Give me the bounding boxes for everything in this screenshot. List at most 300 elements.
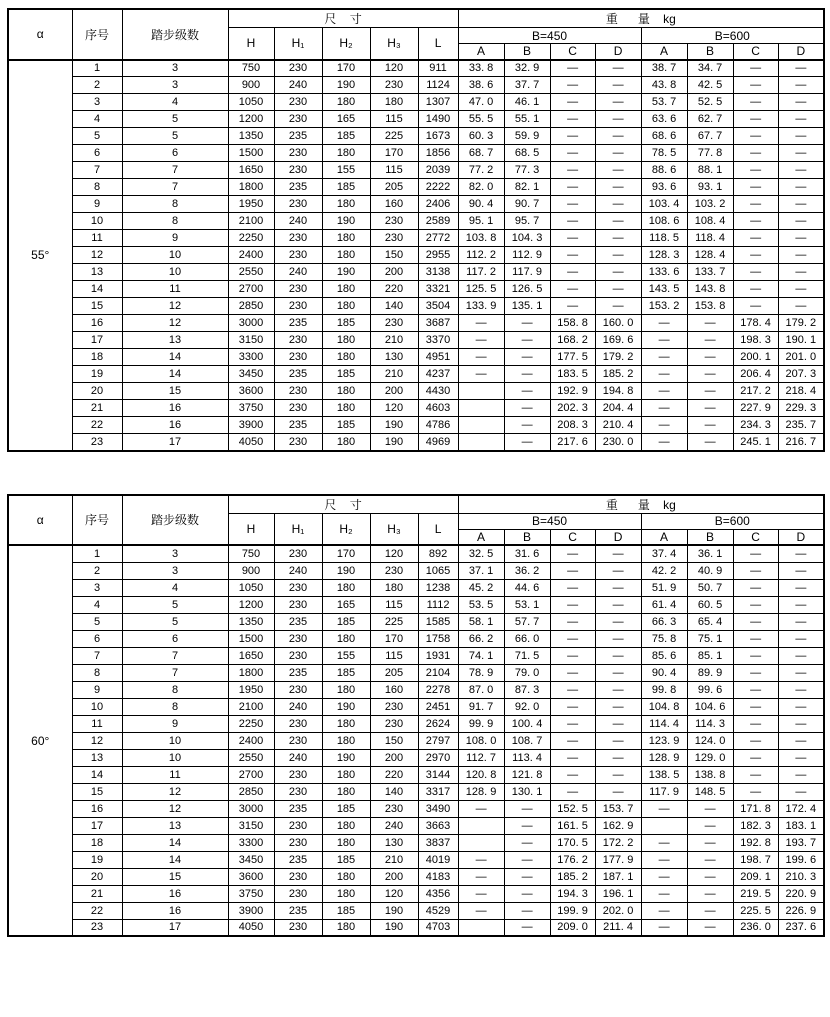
cell: — [458, 366, 504, 383]
cell: 1307 [418, 94, 458, 111]
cell: 90. 4 [641, 664, 687, 681]
cell: 1673 [418, 128, 458, 145]
cell: 10 [72, 213, 122, 230]
cell: 31. 6 [504, 545, 550, 562]
cell: — [550, 162, 595, 179]
cell: 230 [274, 834, 322, 851]
cell: 115 [370, 596, 418, 613]
header-l: L [418, 513, 458, 545]
cell: 235 [274, 902, 322, 919]
cell: 3321 [418, 281, 458, 298]
cell: 2700 [228, 281, 274, 298]
cell: 19 [72, 851, 122, 868]
table-row [8, 332, 824, 349]
cell: — [550, 77, 595, 94]
header-b450-b: B [504, 529, 550, 545]
cell: 12 [122, 298, 228, 315]
cell: 34. 7 [687, 60, 733, 77]
header-steps: 踏步级数 [122, 495, 228, 546]
cell: — [595, 562, 641, 579]
cell: — [595, 596, 641, 613]
cell: — [778, 60, 824, 77]
cell: — [595, 783, 641, 800]
cell: — [595, 145, 641, 162]
cell: 16 [122, 400, 228, 417]
cell: 200 [370, 264, 418, 281]
cell: 3600 [228, 383, 274, 400]
cell: — [550, 579, 595, 596]
cell: 170. 5 [550, 834, 595, 851]
table-row [8, 868, 824, 885]
cell: — [778, 281, 824, 298]
cell: 15 [122, 383, 228, 400]
cell: 46. 1 [504, 94, 550, 111]
cell: 229. 3 [778, 400, 824, 417]
table-row [8, 281, 824, 298]
cell: 240 [274, 698, 322, 715]
cell: 10 [122, 264, 228, 281]
cell: — [550, 60, 595, 77]
cell: — [778, 732, 824, 749]
cell: 210 [370, 851, 418, 868]
cell: 16 [72, 315, 122, 332]
cell: 11 [122, 281, 228, 298]
cell: 3663 [418, 817, 458, 834]
cell: 180 [322, 298, 370, 315]
cell: 120 [370, 885, 418, 902]
cell: 237. 6 [778, 919, 824, 936]
cell: 230 [274, 715, 322, 732]
cell: — [733, 111, 778, 128]
cell: 185 [322, 800, 370, 817]
cell: — [687, 834, 733, 851]
cell: 190 [322, 698, 370, 715]
cell: 6 [122, 630, 228, 647]
cell: 182. 3 [733, 817, 778, 834]
cell: — [504, 851, 550, 868]
cell: 180 [322, 230, 370, 247]
cell: 210. 4 [595, 417, 641, 434]
cell: 217. 2 [733, 383, 778, 400]
cell: 185 [322, 366, 370, 383]
header-b450-b: B [504, 44, 550, 60]
cell: 32. 9 [504, 60, 550, 77]
cell: 12 [122, 800, 228, 817]
cell: — [550, 698, 595, 715]
cell: — [778, 213, 824, 230]
cell: 2955 [418, 247, 458, 264]
alpha-value: 55° [8, 60, 72, 451]
cell: 2850 [228, 298, 274, 315]
cell: — [733, 145, 778, 162]
cell: 61. 4 [641, 596, 687, 613]
cell: — [687, 434, 733, 451]
cell: — [778, 545, 824, 562]
cell: — [778, 766, 824, 783]
header-h3: H₃ [370, 28, 418, 60]
header-dimensions: 尺 寸 [228, 9, 458, 28]
table-body-60deg [8, 545, 824, 936]
cell: — [778, 111, 824, 128]
cell: 153. 8 [687, 298, 733, 315]
cell: 193. 7 [778, 834, 824, 851]
cell: 66. 2 [458, 630, 504, 647]
cell: — [504, 434, 550, 451]
cell: 4703 [418, 919, 458, 936]
table-row [8, 213, 824, 230]
cell: 4237 [418, 366, 458, 383]
cell: 192. 9 [550, 383, 595, 400]
table-row [8, 800, 824, 817]
cell: 230 [274, 732, 322, 749]
cell: 4430 [418, 383, 458, 400]
cell: 112. 9 [504, 247, 550, 264]
cell: — [595, 77, 641, 94]
cell: 2400 [228, 732, 274, 749]
cell: 13 [72, 264, 122, 281]
cell: 4 [72, 111, 122, 128]
cell: 185. 2 [550, 868, 595, 885]
cell: 892 [418, 545, 458, 562]
cell: 82. 1 [504, 179, 550, 196]
cell: 177. 5 [550, 349, 595, 366]
cell: 235 [274, 366, 322, 383]
cell: 180 [322, 783, 370, 800]
cell: 245. 1 [733, 434, 778, 451]
cell: — [595, 749, 641, 766]
cell: 230 [274, 281, 322, 298]
cell: 230 [274, 681, 322, 698]
cell: 118. 4 [687, 230, 733, 247]
cell: 170 [322, 545, 370, 562]
cell: 10 [122, 732, 228, 749]
cell: 16 [72, 800, 122, 817]
cell: — [595, 545, 641, 562]
cell: 225 [370, 128, 418, 145]
cell: 180 [322, 919, 370, 936]
cell: 120 [370, 545, 418, 562]
cell: — [687, 349, 733, 366]
cell: — [504, 902, 550, 919]
cell: 14 [72, 766, 122, 783]
header-b600-c: C [733, 44, 778, 60]
cell: 198. 7 [733, 851, 778, 868]
cell: — [550, 179, 595, 196]
cell: — [641, 383, 687, 400]
cell: 210. 3 [778, 868, 824, 885]
cell: — [595, 732, 641, 749]
table-row [8, 851, 824, 868]
cell: — [733, 94, 778, 111]
cell: 5 [122, 596, 228, 613]
cell: 200 [370, 749, 418, 766]
cell: 190 [322, 213, 370, 230]
cell: 1800 [228, 664, 274, 681]
cell: 180 [322, 681, 370, 698]
cell: 9 [122, 715, 228, 732]
cell: 185 [322, 613, 370, 630]
table-row [8, 630, 824, 647]
cell: 230 [274, 596, 322, 613]
cell: — [641, 834, 687, 851]
header-b600-d: D [778, 529, 824, 545]
cell: 120 [370, 60, 418, 77]
cell: 121. 8 [504, 766, 550, 783]
cell: 170 [370, 630, 418, 647]
cell: 4019 [418, 851, 458, 868]
cell: 21 [72, 400, 122, 417]
cell: — [778, 783, 824, 800]
cell: 4 [122, 94, 228, 111]
cell: 108. 7 [504, 732, 550, 749]
cell: — [504, 868, 550, 885]
table-row [8, 145, 824, 162]
cell: 79. 0 [504, 664, 550, 681]
cell: 3 [122, 60, 228, 77]
cell: 4 [72, 596, 122, 613]
header-b600: B=600 [641, 28, 824, 44]
cell: 180 [322, 94, 370, 111]
cell: — [641, 800, 687, 817]
header-l: L [418, 28, 458, 60]
cell: 2100 [228, 698, 274, 715]
cell: 207. 3 [778, 366, 824, 383]
cell: — [687, 400, 733, 417]
cell: — [733, 60, 778, 77]
header-h: H [228, 28, 274, 60]
cell: 99. 6 [687, 681, 733, 698]
cell: — [595, 111, 641, 128]
cell: 196. 1 [595, 885, 641, 902]
cell: — [733, 247, 778, 264]
cell: 15 [72, 783, 122, 800]
cell: 123. 9 [641, 732, 687, 749]
cell: 90. 7 [504, 196, 550, 213]
cell: 7 [72, 162, 122, 179]
cell: — [550, 545, 595, 562]
cell: — [504, 885, 550, 902]
cell: 240 [274, 562, 322, 579]
cell: 185 [322, 128, 370, 145]
cell: — [733, 128, 778, 145]
cell: 130 [370, 349, 418, 366]
cell: 225 [370, 613, 418, 630]
cell: 190 [370, 434, 418, 451]
cell: 180 [322, 817, 370, 834]
cell: 2 [72, 77, 122, 94]
cell: 200. 1 [733, 349, 778, 366]
cell: — [778, 77, 824, 94]
cell: 210 [370, 366, 418, 383]
cell: 1200 [228, 596, 274, 613]
cell: 12 [122, 783, 228, 800]
cell: 117. 2 [458, 264, 504, 281]
cell: 1065 [418, 562, 458, 579]
cell: 230 [274, 579, 322, 596]
cell [458, 919, 504, 936]
cell: — [550, 783, 595, 800]
cell: — [687, 383, 733, 400]
table-row [8, 366, 824, 383]
cell: 235 [274, 800, 322, 817]
cell: 230 [274, 647, 322, 664]
cell: 5 [122, 111, 228, 128]
cell: 95. 7 [504, 213, 550, 230]
cell: 230 [370, 230, 418, 247]
cell: 235 [274, 128, 322, 145]
cell: 4356 [418, 885, 458, 902]
header-b450-d: D [595, 529, 641, 545]
cell: 1200 [228, 111, 274, 128]
cell: 230. 0 [595, 434, 641, 451]
cell: — [550, 213, 595, 230]
cell: — [550, 630, 595, 647]
cell: 4969 [418, 434, 458, 451]
cell: 7 [122, 162, 228, 179]
cell: 4951 [418, 349, 458, 366]
cell: — [504, 349, 550, 366]
cell: 68. 6 [641, 128, 687, 145]
cell: 3150 [228, 332, 274, 349]
cell: 12 [122, 315, 228, 332]
cell: 13 [72, 749, 122, 766]
cell: 160 [370, 196, 418, 213]
cell: 112. 2 [458, 247, 504, 264]
header-alpha: α [8, 495, 72, 546]
cell: 66. 0 [504, 630, 550, 647]
cell: 230 [274, 630, 322, 647]
table-row [8, 698, 824, 715]
cell: 235 [274, 315, 322, 332]
cell: 190 [370, 902, 418, 919]
cell: — [733, 196, 778, 213]
cell: 17 [72, 332, 122, 349]
cell: 187. 1 [595, 868, 641, 885]
cell: 230 [370, 77, 418, 94]
cell [458, 400, 504, 417]
cell: 3 [122, 77, 228, 94]
cell: 99. 9 [458, 715, 504, 732]
cell: 185. 2 [595, 366, 641, 383]
cell: 19 [72, 366, 122, 383]
cell: 190 [322, 264, 370, 281]
cell: 7 [122, 647, 228, 664]
cell: 17 [72, 817, 122, 834]
cell: 1 [72, 545, 122, 562]
cell: 16 [122, 885, 228, 902]
cell: 150 [370, 247, 418, 264]
cell: — [641, 868, 687, 885]
cell: 55. 1 [504, 111, 550, 128]
cell: 117. 9 [504, 264, 550, 281]
table-row [8, 579, 824, 596]
cell: 140 [370, 298, 418, 315]
cell: 8 [122, 698, 228, 715]
cell: 177. 9 [595, 851, 641, 868]
cell: 192. 8 [733, 834, 778, 851]
cell: 155 [322, 647, 370, 664]
cell: 78. 5 [641, 145, 687, 162]
cell: 44. 6 [504, 579, 550, 596]
cell: 180 [322, 579, 370, 596]
cell: 68. 5 [504, 145, 550, 162]
header-weight: 重 量 kg [458, 495, 824, 514]
cell: 165 [322, 111, 370, 128]
cell: — [458, 902, 504, 919]
cell: 22 [72, 417, 122, 434]
header-serial: 序号 [72, 9, 122, 60]
cell: 128. 3 [641, 247, 687, 264]
cell: — [458, 885, 504, 902]
cell: 112. 7 [458, 749, 504, 766]
cell: 77. 3 [504, 162, 550, 179]
cell: 209. 0 [550, 919, 595, 936]
cell: — [595, 230, 641, 247]
cell: 2550 [228, 749, 274, 766]
cell: 55. 5 [458, 111, 504, 128]
cell: 1238 [418, 579, 458, 596]
table-row [8, 247, 824, 264]
cell: 201. 0 [778, 349, 824, 366]
cell: — [778, 94, 824, 111]
cell: 185 [322, 179, 370, 196]
cell: 75. 1 [687, 630, 733, 647]
table-row [8, 77, 824, 94]
header-b450: B=450 [458, 513, 641, 529]
cell: 235 [274, 851, 322, 868]
header-h3: H₃ [370, 513, 418, 545]
cell: 3900 [228, 902, 274, 919]
cell: 235 [274, 417, 322, 434]
cell: — [641, 851, 687, 868]
cell: 3000 [228, 315, 274, 332]
cell: 93. 6 [641, 179, 687, 196]
cell: — [641, 417, 687, 434]
cell: 85. 6 [641, 647, 687, 664]
cell: 227. 9 [733, 400, 778, 417]
cell: — [550, 111, 595, 128]
cell: 8 [72, 179, 122, 196]
cell: — [733, 281, 778, 298]
cell: 240 [274, 213, 322, 230]
table-row [8, 111, 824, 128]
cell: 7 [122, 664, 228, 681]
cell: 15 [72, 298, 122, 315]
cell: 14 [122, 851, 228, 868]
cell: 36. 2 [504, 562, 550, 579]
cell: — [641, 349, 687, 366]
cell: 168. 2 [550, 332, 595, 349]
cell: 155 [322, 162, 370, 179]
cell: 180 [322, 145, 370, 162]
cell: 21 [72, 885, 122, 902]
cell: — [550, 281, 595, 298]
cell: 113. 4 [504, 749, 550, 766]
cell: 12 [72, 247, 122, 264]
cell: 59. 9 [504, 128, 550, 145]
cell: 1 [72, 60, 122, 77]
cell: 90. 4 [458, 196, 504, 213]
cell: 14 [72, 281, 122, 298]
cell: 176. 2 [550, 851, 595, 868]
cell: 1931 [418, 647, 458, 664]
cell: 37. 4 [641, 545, 687, 562]
cell: — [687, 366, 733, 383]
table-row [8, 902, 824, 919]
cell: 143. 5 [641, 281, 687, 298]
cell: — [458, 868, 504, 885]
cell: — [595, 60, 641, 77]
